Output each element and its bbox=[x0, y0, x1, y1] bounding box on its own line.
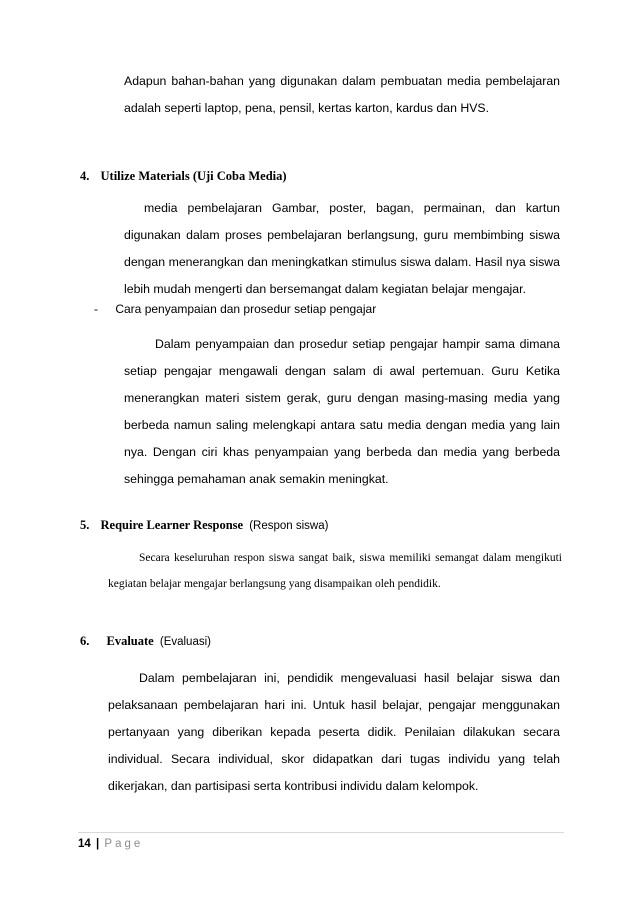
section-5-title: Require Learner Response bbox=[100, 518, 244, 532]
section-4-number: 4. bbox=[80, 169, 90, 183]
intro-paragraph: Adapun bahan-bahan yang digunakan dalam pembuatan media pembelajaran adalah seperti laptop, pena, pensil, kertas karton, kardus dan HVS. bbox=[124, 74, 560, 115]
page-footer bbox=[78, 837, 143, 851]
page-label: Page bbox=[104, 838, 144, 850]
page-number: 14 bbox=[78, 838, 91, 850]
section-4-title: Utilize Materials (Uji Coba Media) bbox=[100, 169, 287, 183]
section-4-heading bbox=[80, 168, 287, 184]
bullet-text: Cara penyampaian dan prosedur setiap pengajar bbox=[115, 302, 377, 316]
section-4-bullet bbox=[94, 301, 376, 317]
section-4-paragraph: media pembelajaran Gambar, poster, bagan, permainan, dan kartun digunakan dalam proses pembelajaran berlangsung, guru membimbing siswa dengan menerangkan dan meningkatkan stimulus siswa dalam. Hasil nya siswa lebih mudah mengerti dan bersemangat dalam kegiatan belajar mengajar. bbox=[124, 201, 560, 296]
footer-separator: | bbox=[96, 838, 100, 850]
section-6-subtitle: (Evaluasi) bbox=[159, 636, 211, 648]
section-6-paragraph: Dalam pembelajaran ini, pendidik mengevaluasi hasil belajar siswa dan pelaksanaan pembelajaran hari ini. Untuk hasil belajar, pengajar menggunakan pertanyaan yang diberikan kepada peserta didik. Penilaian dilakukan secara individual. Secara individual, skor didapatkan dari tugas individu yang telah dikerjakan, dan partisipasi serta kontribusi individu dalam kelompok. bbox=[108, 671, 560, 793]
footer-divider bbox=[78, 832, 564, 833]
section-6-title: Evaluate bbox=[106, 634, 154, 648]
section-6-heading bbox=[80, 633, 211, 650]
bullet-dash: - bbox=[94, 302, 98, 316]
section-5-paragraph: Secara keseluruhan respon siswa sangat baik, siswa memiliki semangat dalam mengikuti kegiatan belajar mengajar berlangsung yang disampaikan oleh pendidik. bbox=[108, 552, 562, 590]
section-5-number: 5. bbox=[80, 518, 90, 532]
section-6-number: 6. bbox=[80, 634, 90, 648]
section-5-heading bbox=[80, 517, 328, 534]
section-4-paragraph-2: Dalam penyampaian dan prosedur setiap pengajar hampir sama dimana setiap pengajar mengawali dengan salam di awal pertemuan. Guru Ketika menerangkan materi sistem gerak, guru dengan masing-masing media yang berbeda namun saling melengkapi antara satu media dengan media yang lain nya. Dengan ciri khas penyampaian yang berbeda dan media yang berbeda sehingga pemahaman anak semakin meningkat. bbox=[124, 337, 560, 486]
section-5-subtitle: (Respon siswa) bbox=[249, 520, 329, 532]
